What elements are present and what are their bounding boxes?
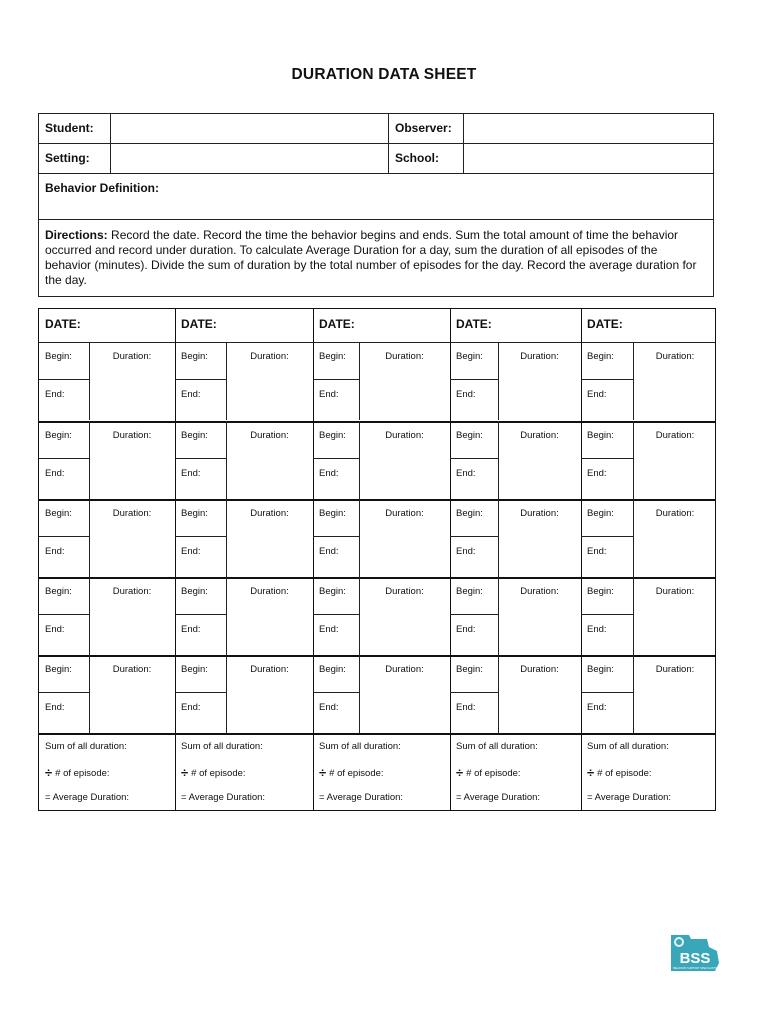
begin-label: Begin:	[181, 508, 208, 519]
end-field[interactable]	[343, 537, 358, 575]
info-row-setting	[39, 144, 713, 174]
duration-label: Duration:	[112, 586, 152, 597]
duration-field[interactable]	[360, 366, 449, 418]
end-label: End:	[319, 468, 339, 479]
duration-field[interactable]	[90, 445, 174, 497]
average-duration-label: = Average Duration:	[181, 792, 266, 803]
divide-icon: ÷	[587, 765, 595, 780]
end-field[interactable]	[69, 537, 88, 575]
divide-icon: ÷	[456, 765, 464, 780]
begin-field[interactable]	[353, 342, 358, 378]
header-divider	[39, 342, 715, 343]
end-field[interactable]	[69, 615, 88, 653]
duration-label: Duration:	[250, 351, 289, 362]
behavior-definition-field[interactable]	[39, 174, 713, 220]
begin-field[interactable]	[353, 499, 358, 535]
behavior-definition-label: Behavior Definition:	[45, 181, 160, 195]
begin-field[interactable]	[79, 421, 88, 457]
divide-icon: ÷	[45, 765, 53, 780]
end-label: End:	[587, 468, 607, 479]
duration-field[interactable]	[634, 523, 716, 575]
end-field[interactable]	[69, 459, 88, 497]
end-field[interactable]	[343, 615, 358, 653]
duration-label: Duration:	[655, 351, 695, 362]
begin-field[interactable]	[621, 655, 632, 691]
duration-label: Duration:	[520, 508, 559, 519]
end-field[interactable]	[480, 615, 497, 653]
row-divider	[39, 421, 715, 423]
begin-label: Begin:	[181, 351, 208, 362]
duration-field[interactable]	[227, 445, 312, 497]
end-label: End:	[319, 624, 339, 635]
date-field[interactable]	[225, 309, 311, 342]
begin-label: Begin:	[587, 430, 614, 441]
observer-field[interactable]	[464, 114, 713, 143]
summary-field[interactable]	[681, 735, 715, 809]
bss-logo-icon	[669, 933, 721, 973]
setting-field[interactable]	[111, 144, 389, 173]
begin-field[interactable]	[490, 499, 497, 535]
begin-label: Begin:	[181, 430, 208, 441]
begin-label: Begin:	[45, 351, 72, 362]
episode-count-label	[587, 765, 652, 780]
end-field[interactable]	[205, 693, 225, 731]
begin-label: Begin:	[181, 586, 208, 597]
duration-field[interactable]	[360, 445, 449, 497]
begin-field[interactable]	[353, 577, 358, 613]
end-field[interactable]	[205, 459, 225, 497]
end-field[interactable]	[343, 459, 358, 497]
begin-label: Begin:	[319, 586, 346, 597]
end-label: End:	[319, 546, 339, 557]
directions-text: Record the date. Record the time the behavior begins and ends. Sum the total amount of time the behavior occurred and record under duration. To calculate Average Duration for a day, sum the duration of all episodes of the behavior (minutes). Divide the sum of duration by the total number of episodes for the day. Record the average duration for the day.	[45, 228, 697, 287]
date-label: DATE:	[45, 317, 81, 331]
sum-of-duration-label: Sum of all duration:	[181, 741, 263, 752]
duration-label: Duration:	[520, 351, 559, 362]
date-label: DATE:	[181, 317, 217, 331]
average-duration-label: = Average Duration:	[45, 792, 130, 803]
average-duration-label: = Average Duration:	[319, 792, 404, 803]
begin-field[interactable]	[490, 342, 497, 378]
duration-field[interactable]	[499, 523, 580, 575]
end-field[interactable]	[205, 615, 225, 653]
duration-label: Duration:	[385, 508, 424, 519]
date-label: DATE:	[587, 317, 623, 331]
duration-field[interactable]	[634, 445, 716, 497]
date-label: DATE:	[456, 317, 492, 331]
duration-label: Duration:	[250, 664, 289, 675]
end-label: End:	[456, 546, 476, 557]
duration-field[interactable]	[499, 601, 580, 653]
begin-label: Begin:	[45, 430, 72, 441]
begin-field[interactable]	[215, 655, 225, 691]
begin-field[interactable]	[490, 655, 497, 691]
end-label: End:	[45, 468, 65, 479]
duration-field[interactable]	[360, 523, 449, 575]
end-field[interactable]	[205, 380, 225, 418]
end-label: End:	[456, 624, 476, 635]
duration-field[interactable]	[634, 679, 716, 731]
begin-field[interactable]	[621, 342, 632, 378]
duration-field[interactable]	[499, 366, 580, 418]
end-field[interactable]	[611, 693, 632, 731]
duration-field[interactable]	[90, 679, 174, 731]
logo-text: BSS	[679, 950, 711, 967]
episode-label-text: # of episode:	[55, 768, 110, 779]
begin-field[interactable]	[79, 577, 88, 613]
row-divider	[39, 499, 715, 501]
duration-label: Duration:	[520, 430, 559, 441]
divide-icon: ÷	[181, 765, 189, 780]
sum-of-duration-label: Sum of all duration:	[319, 741, 401, 752]
end-label: End:	[587, 624, 607, 635]
end-field[interactable]	[611, 380, 632, 418]
begin-label: Begin:	[319, 430, 346, 441]
sum-of-duration-label: Sum of all duration:	[587, 741, 669, 752]
episode-label-text: # of episode:	[597, 768, 652, 779]
duration-label: Duration:	[112, 430, 152, 441]
sum-of-duration-label: Sum of all duration:	[456, 741, 538, 752]
summary-field[interactable]	[413, 735, 448, 809]
begin-label: Begin:	[587, 664, 614, 675]
begin-field[interactable]	[215, 577, 225, 613]
duration-field[interactable]	[634, 366, 716, 418]
end-field[interactable]	[69, 693, 88, 731]
begin-label: Begin:	[456, 351, 483, 362]
end-label: End:	[181, 624, 201, 635]
date-field[interactable]	[89, 309, 173, 342]
duration-label: Duration:	[385, 351, 424, 362]
duration-label: Duration:	[250, 586, 289, 597]
begin-label: Begin:	[587, 508, 614, 519]
begin-field[interactable]	[621, 499, 632, 535]
begin-label: Begin:	[45, 586, 72, 597]
end-label: End:	[181, 389, 201, 400]
setting-label: Setting:	[39, 144, 111, 173]
end-label: End:	[587, 702, 607, 713]
begin-label: Begin:	[587, 586, 614, 597]
begin-field[interactable]	[79, 342, 88, 378]
duration-field[interactable]	[360, 679, 449, 731]
end-field[interactable]	[480, 380, 497, 418]
begin-field[interactable]	[621, 421, 632, 457]
summary-field[interactable]	[275, 735, 311, 809]
date-field[interactable]	[363, 309, 448, 342]
duration-label: Duration:	[520, 664, 559, 675]
observer-label: Observer:	[389, 114, 464, 143]
end-label: End:	[45, 389, 65, 400]
begin-label: Begin:	[45, 508, 72, 519]
episode-label-text: # of episode:	[466, 768, 521, 779]
end-label: End:	[181, 468, 201, 479]
end-label: End:	[45, 702, 65, 713]
end-label: End:	[45, 546, 65, 557]
duration-label: Duration:	[655, 508, 695, 519]
average-duration-label: = Average Duration:	[456, 792, 541, 803]
duration-field[interactable]	[227, 601, 312, 653]
episode-label-text: # of episode:	[329, 768, 384, 779]
end-label: End:	[587, 389, 607, 400]
directions	[39, 220, 713, 296]
duration-label: Duration:	[250, 430, 289, 441]
student-label: Student:	[39, 114, 111, 143]
duration-field[interactable]	[499, 445, 580, 497]
begin-label: Begin:	[456, 664, 483, 675]
duration-field[interactable]	[634, 601, 716, 653]
end-field[interactable]	[343, 693, 358, 731]
duration-field[interactable]	[227, 366, 312, 418]
episode-count-label	[181, 765, 246, 780]
date-field[interactable]	[500, 309, 579, 342]
begin-label: Begin:	[181, 664, 208, 675]
duration-label: Duration:	[655, 586, 695, 597]
directions-label: Directions:	[45, 228, 108, 242]
duration-label: Duration:	[520, 586, 559, 597]
date-field[interactable]	[631, 309, 715, 342]
episode-count-label	[319, 765, 384, 780]
end-field[interactable]	[343, 380, 358, 418]
begin-field[interactable]	[621, 577, 632, 613]
end-label: End:	[181, 546, 201, 557]
duration-label: Duration:	[385, 430, 424, 441]
episode-count-label	[45, 765, 110, 780]
summary-field[interactable]	[550, 735, 579, 809]
episode-count-label	[456, 765, 521, 780]
begin-field[interactable]	[215, 342, 225, 378]
duration-label: Duration:	[385, 586, 424, 597]
student-field[interactable]	[111, 114, 389, 143]
begin-label: Begin:	[456, 430, 483, 441]
duration-label: Duration:	[385, 664, 424, 675]
begin-field[interactable]	[79, 655, 88, 691]
begin-label: Begin:	[587, 351, 614, 362]
end-label: End:	[456, 702, 476, 713]
duration-label: Duration:	[112, 351, 152, 362]
begin-label: Begin:	[319, 351, 346, 362]
row-divider	[39, 577, 715, 579]
end-field[interactable]	[611, 459, 632, 497]
duration-grid	[38, 308, 716, 811]
begin-field[interactable]	[353, 421, 358, 457]
begin-label: Begin:	[319, 664, 346, 675]
begin-field[interactable]	[353, 655, 358, 691]
end-label: End:	[319, 389, 339, 400]
row-divider	[39, 655, 715, 657]
begin-label: Begin:	[456, 508, 483, 519]
duration-field[interactable]	[227, 523, 312, 575]
end-label: End:	[456, 389, 476, 400]
end-field[interactable]	[480, 537, 497, 575]
end-field[interactable]	[69, 380, 88, 418]
school-label: School:	[389, 144, 464, 173]
begin-label: Begin:	[456, 586, 483, 597]
logo-subtext: BEHAVIOR SUPPORT SPECIALISTS	[673, 967, 717, 970]
duration-label: Duration:	[655, 430, 695, 441]
average-duration-label: = Average Duration:	[587, 792, 672, 803]
summary-field[interactable]	[139, 735, 173, 809]
info-row-student	[39, 114, 713, 144]
info-table	[38, 113, 714, 297]
end-field[interactable]	[480, 693, 497, 731]
end-label: End:	[456, 468, 476, 479]
date-label: DATE:	[319, 317, 355, 331]
sum-of-duration-label: Sum of all duration:	[45, 741, 127, 752]
page-title: DURATION DATA SHEET	[291, 66, 477, 83]
begin-label: Begin:	[319, 508, 346, 519]
duration-label: Duration:	[655, 664, 695, 675]
duration-field[interactable]	[499, 679, 580, 731]
end-field[interactable]	[611, 615, 632, 653]
duration-field[interactable]	[90, 523, 174, 575]
duration-field[interactable]	[90, 601, 174, 653]
duration-field[interactable]	[90, 366, 174, 418]
end-label: End:	[45, 624, 65, 635]
begin-field[interactable]	[490, 421, 497, 457]
end-field[interactable]	[480, 459, 497, 497]
duration-field[interactable]	[360, 601, 449, 653]
begin-field[interactable]	[215, 499, 225, 535]
begin-field[interactable]	[490, 577, 497, 613]
begin-field[interactable]	[215, 421, 225, 457]
end-label: End:	[319, 702, 339, 713]
school-field[interactable]	[464, 144, 713, 173]
end-field[interactable]	[205, 537, 225, 575]
duration-label: Duration:	[250, 508, 289, 519]
divide-icon: ÷	[319, 765, 327, 780]
duration-field[interactable]	[227, 679, 312, 731]
episode-label-text: # of episode:	[191, 768, 246, 779]
end-field[interactable]	[611, 537, 632, 575]
end-label: End:	[181, 702, 201, 713]
duration-label: Duration:	[112, 508, 152, 519]
end-label: End:	[587, 546, 607, 557]
begin-label: Begin:	[45, 664, 72, 675]
begin-field[interactable]	[79, 499, 88, 535]
duration-label: Duration:	[112, 664, 152, 675]
